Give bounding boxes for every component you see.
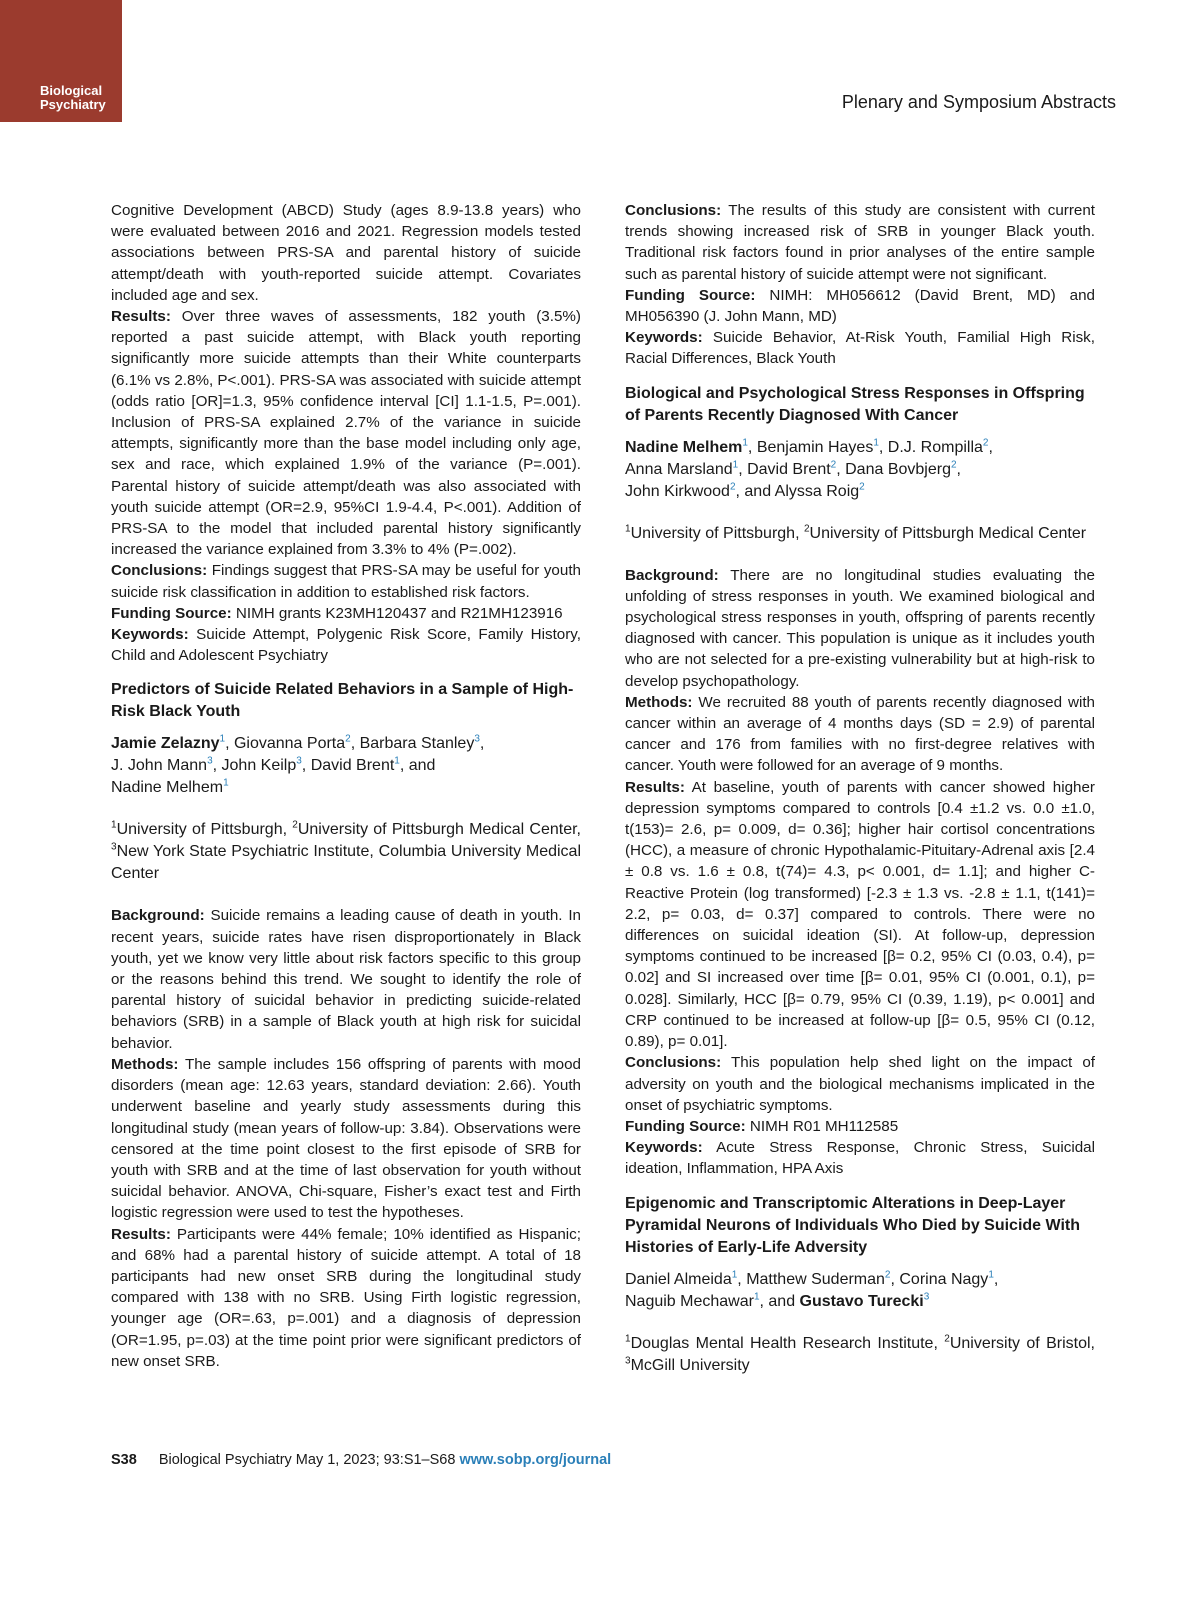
affiliation-marker: 3 bbox=[923, 1291, 930, 1303]
page-footer bbox=[111, 1452, 611, 1468]
affiliation-number: 1 bbox=[625, 1333, 631, 1345]
affiliation: Douglas Mental Health Research Institute, bbox=[630, 1334, 945, 1352]
affiliation-number: 1 bbox=[625, 523, 631, 535]
conclusions-label: Conclusions: bbox=[111, 562, 208, 580]
author-name: Gustavo Turecki bbox=[799, 1292, 924, 1310]
author-sep: , and bbox=[399, 757, 436, 775]
results-paragraph bbox=[625, 777, 1095, 1053]
author-name: , Dana Bovbjerg bbox=[836, 460, 951, 478]
affiliation-number: 3 bbox=[625, 1355, 631, 1367]
methods-label: Methods: bbox=[625, 693, 693, 711]
results-label: Results: bbox=[111, 1225, 171, 1243]
author-name: , Benjamin Hayes bbox=[747, 438, 874, 456]
affiliation: New York State Psychiatric Institute, Columbia University Medical Center bbox=[111, 843, 581, 883]
author-name: , Corina Nagy bbox=[890, 1270, 989, 1288]
author-sep: , and bbox=[759, 1292, 800, 1310]
author-sep: , bbox=[993, 1270, 999, 1288]
keywords-text: Suicide Behavior, At-Risk Youth, Familial High Risk, Racial Differences, Black Youth bbox=[625, 329, 1095, 368]
right-column bbox=[625, 200, 1095, 1377]
affiliation-number: 1 bbox=[111, 820, 117, 832]
funding-text: NIMH grants K23MH120437 and R21MH123916 bbox=[235, 604, 563, 622]
methods-text: The sample includes 156 offspring of parents with mood disorders (mean age: 12.63 years, standard deviation: 2.66). Youth underwent baseline and yearly study assessments during this longitudinal study (mean years of follow-up: 3.84). Observations were censored at the time point closest to the first episode of SRB for youth with SRB and at the time of last observation for youth without suicidal behavior. ANOVA, Chi-square, Fisher’s exact test and Firth logistic regression were used to test the hypotheses. bbox=[111, 1055, 582, 1222]
background-label: Background: bbox=[625, 566, 719, 584]
results-text: Over three waves of assessments, 182 youth (3.5%) reported a past suicide attempt, with Black youth reporting significantly more suicide attempts than their White counterparts (6.1% vs 2.8%, P<.001). PRS-SA was associated with suicide attempt (odds ratio [OR]=1.3, 95% confidence interval [CI] 1.1-1.5, P=.001). Inclusion of PRS-SA explained 2.7% of the variance in suicide attempts, significantly more than the base model including only age, sex and race, which explained 1.9% of the variance (P=.001). Parental history of suicide attempt/death was also associated with youth suicide attempt (OR=2.9, 95%CI 1.9-4.4, P<.001). Addition of PRS-SA to the model that included parental history significantly increased the variance explained from 3.3% to 4% (P=.002). bbox=[111, 308, 581, 559]
methods-label: Methods: bbox=[111, 1055, 179, 1073]
author-name: , D.J. Rompilla bbox=[878, 438, 983, 456]
author-name: Daniel Almeida bbox=[625, 1270, 732, 1288]
author-name: , Matthew Suderman bbox=[737, 1270, 885, 1288]
results-text: At baseline, youth of parents with cancer showed higher depression symptoms compared to controls [0.4 ±1.2 vs. 0.0 ±1.0, t(153)= 2.6, p= 0.009, d= 0.36]; higher hair cortisol concentrations (HCC), a measure of chronic Hypothalamic-Pituitary-Adrenal axis [2.4 ± 0.8 vs. 1.6 ± 0.8, t(74)= 4.3, p< 0.001, d= 1.1]; and higher C-Reactive Protein (log transformed) [-2.3 ± 1.3 vs. -2.8 ± 1.1, t(141)= 2.2, p= 0.03, d= 0.37] compared to controls. There were no differences on suicidal ideation (SI). At follow-up, depression symptoms continued to be increased [β= 0.2, 95% CI (0.03, 0.4), p= 0.02] and SI increased over time [β= 0.01, 95% CI (0.001, 0.1), p= 0.028]. Similarly, HCC [β= 0.79, 95% CI (0.39, 1.19), p< 0.001] and CRP continued to be increased at follow-up [β= 0.5, 95% CI (0.12, 0.89), p= 0.01]. bbox=[625, 778, 1095, 1051]
results-text: Participants were 44% female; 10% identified as Hispanic; and 68% had a parental history of suicide attempt. A total of 18 participants had new onset SRB during the longitudinal study compared with 138 with no SRB. Using Firth logistic regression, younger age (OR=.63, p=.001) and a diagnosis of depression (OR=1.95, p=.03) at the time point prior were significant predictors of new onset SRB. bbox=[111, 1225, 581, 1370]
author-name: Nadine Melhem bbox=[625, 438, 743, 456]
background-label: Background: bbox=[111, 907, 205, 925]
results-label: Results: bbox=[111, 308, 171, 326]
keywords-paragraph bbox=[625, 1137, 1095, 1179]
keywords-text: Acute Stress Response, Chronic Stress, Suicidal ideation, Inflammation, HPA Axis bbox=[625, 1139, 1095, 1178]
affiliation-marker: 1 bbox=[873, 437, 879, 449]
author-name: , and Alyssa Roig bbox=[735, 482, 860, 500]
keywords-label: Keywords: bbox=[625, 329, 703, 347]
citation: Biological Psychiatry May 1, 2023; 93:S1–S68 bbox=[158, 1452, 460, 1468]
conclusions-paragraph bbox=[111, 560, 581, 602]
affiliation-number: 2 bbox=[944, 1333, 950, 1345]
funding-paragraph bbox=[625, 285, 1095, 327]
author-name: , Barbara Stanley bbox=[350, 735, 475, 753]
keywords-label: Keywords: bbox=[111, 626, 189, 644]
author-name: , John Keilp bbox=[212, 757, 297, 775]
affiliation-number: 3 bbox=[111, 842, 117, 854]
journal-link[interactable]: www.sobp.org/journal bbox=[459, 1452, 612, 1468]
affiliation-marker: 2 bbox=[345, 734, 351, 746]
author-sep: , bbox=[988, 438, 993, 456]
affiliation: University of Pittsburgh Medical Center, bbox=[297, 821, 581, 839]
abstract-title: Biological and Psychological Stress Responses in Offspring of Parents Recently Diagnosed With Cancer bbox=[625, 384, 1085, 424]
affiliations bbox=[625, 1333, 1095, 1377]
abstract-title: Predictors of Suicide Related Behaviors in a Sample of High-Risk Black Youth bbox=[111, 681, 574, 721]
affiliations bbox=[625, 523, 1095, 545]
author-sep: , bbox=[956, 460, 961, 478]
author-list bbox=[111, 733, 581, 799]
section-header: Plenary and Symposium Abstracts bbox=[841, 92, 1116, 112]
affiliation-marker: 3 bbox=[207, 756, 213, 768]
affiliation-marker: 2 bbox=[982, 437, 989, 449]
funding-label: Funding Source: bbox=[625, 286, 756, 304]
affiliation-marker: 1 bbox=[732, 459, 739, 471]
affiliation-marker: 1 bbox=[223, 778, 229, 790]
funding-paragraph bbox=[111, 603, 581, 624]
results-paragraph bbox=[111, 1224, 581, 1372]
keywords-paragraph bbox=[625, 327, 1095, 369]
author-name: Naguib Mechawar bbox=[625, 1292, 754, 1310]
funding-label: Funding Source: bbox=[111, 604, 232, 622]
keywords-label: Keywords: bbox=[625, 1139, 703, 1157]
page-number: S38 bbox=[111, 1452, 137, 1468]
conclusions-paragraph bbox=[625, 1052, 1095, 1116]
abstract-title: Epigenomic and Transcriptomic Alterations in Deep-Layer Pyramidal Neurons of Individuals Who Died by Suicide With Histories of Early-Life Adversity bbox=[625, 1194, 1081, 1256]
results-paragraph bbox=[111, 306, 581, 560]
author-name: Anna Marsland bbox=[625, 460, 733, 478]
affiliation-marker: 2 bbox=[859, 481, 865, 493]
affiliation: University of Bristol, bbox=[949, 1334, 1095, 1352]
keywords-paragraph bbox=[111, 624, 581, 666]
background-paragraph bbox=[111, 905, 581, 1053]
funding-text: NIMH R01 MH112585 bbox=[749, 1117, 899, 1135]
affiliation-marker: 2 bbox=[729, 481, 736, 493]
author-name: , Giovanna Porta bbox=[225, 735, 346, 753]
background-text: There are no longitudinal studies evaluating the unfolding of stress responses in youth. We examined biological and psychological stress responses in youth, offspring of parents recently diagnosed with cancer. This population is unique as it includes youth who are not selected for a pre-existing vulnerability but at high-risk to develop psychopathology. bbox=[625, 566, 1096, 690]
affiliation: McGill University bbox=[630, 1356, 750, 1374]
affiliation-number: 2 bbox=[803, 523, 810, 535]
methods-paragraph bbox=[111, 1054, 581, 1224]
author-name: , David Brent bbox=[738, 460, 831, 478]
author-list bbox=[625, 437, 1095, 503]
methods-text: We recruited 88 youth of parents recently diagnosed with cancer within an average of 4 months days (SD = 2.9) of parental cancer and 176 from families with no first-degree relatives with cancer. Youth were followed for an average of 9 months. bbox=[625, 693, 1095, 775]
affiliation: University of Pittsburgh, bbox=[116, 821, 293, 839]
conclusions-text: This population help shed light on the impact of adversity on youth and the biological mechanisms implicated in the onset of psychiatric symptoms. bbox=[625, 1054, 1095, 1114]
author-name: Nadine Melhem bbox=[111, 779, 224, 797]
journal-tab bbox=[0, 0, 122, 122]
funding-paragraph bbox=[625, 1116, 1095, 1137]
conclusions-text: Findings suggest that PRS-SA may be useful for youth suicide risk classification in addition to established risk factors. bbox=[111, 562, 581, 601]
journal-tab-label: Biological Psychiatry bbox=[40, 83, 106, 112]
affiliation-marker: 1 bbox=[394, 756, 400, 768]
affiliation-marker: 1 bbox=[753, 1291, 760, 1303]
background-text: Suicide remains a leading cause of death in youth. In recent years, suicide rates have risen disproportionately in Black youth, yet we know very little about risk factors specific to this group or the reasons behind this trend. We sought to identify the role of parental history of suicidal behavior in predicting suicide-related behaviors (SRB) in a sample of Black youth at high risk for suicidal behavior. bbox=[111, 907, 581, 1052]
affiliation-number: 2 bbox=[292, 820, 298, 832]
affiliation: University of Pittsburgh, bbox=[630, 524, 804, 542]
affiliation-marker: 1 bbox=[219, 734, 226, 746]
methods-paragraph bbox=[625, 692, 1095, 777]
conclusions-paragraph bbox=[625, 200, 1095, 285]
keywords-text: Suicide Attempt, Polygenic Risk Score, Family History, Child and Adolescent Psychiatry bbox=[111, 626, 581, 665]
conclusions-label: Conclusions: bbox=[625, 202, 722, 219]
affiliation-marker: 1 bbox=[988, 1269, 994, 1281]
funding-label: Funding Source: bbox=[625, 1117, 746, 1135]
affiliation-marker: 3 bbox=[296, 756, 302, 768]
author-name: John Kirkwood bbox=[625, 482, 730, 500]
author-list bbox=[625, 1269, 1095, 1313]
background-paragraph bbox=[625, 565, 1095, 692]
conclusions-label: Conclusions: bbox=[625, 1054, 722, 1072]
funding-text: NIMH: MH056612 (David Brent, MD) and MH056390 (J. John Mann, MD) bbox=[625, 286, 1095, 326]
author-name: Jamie Zelazny bbox=[111, 735, 220, 753]
affiliation-marker: 3 bbox=[474, 734, 480, 746]
continued-methods: Cognitive Development (ABCD) Study (ages 8.9-13.8 years) who were evaluated between 2016 and 2021. Regression models tested associations between PRS-SA and parental history of suicide attempt/death with youth-reported suicide attempt. Covariates included age and sex. bbox=[111, 202, 581, 304]
affiliations bbox=[111, 819, 581, 885]
left-column bbox=[111, 200, 581, 1372]
affiliation-marker: 2 bbox=[830, 459, 837, 471]
affiliation-marker: 1 bbox=[742, 437, 748, 449]
results-label: Results: bbox=[625, 778, 685, 796]
affiliation-marker: 2 bbox=[884, 1269, 891, 1281]
conclusions-text: The results of this study are consistent with current trends showing increased risk of SRB in younger Black youth. Traditional risk factors found in prior analyses of the entire sample such as parental history of suicide attempt were not significant. bbox=[625, 202, 1095, 283]
affiliation-marker: 1 bbox=[731, 1269, 738, 1281]
author-name: J. John Mann bbox=[111, 757, 208, 775]
affiliation-marker: 2 bbox=[950, 459, 957, 471]
author-name: , David Brent bbox=[301, 757, 395, 775]
affiliation: University of Pittsburgh Medical Center bbox=[809, 524, 1087, 542]
author-sep: , bbox=[479, 735, 485, 753]
